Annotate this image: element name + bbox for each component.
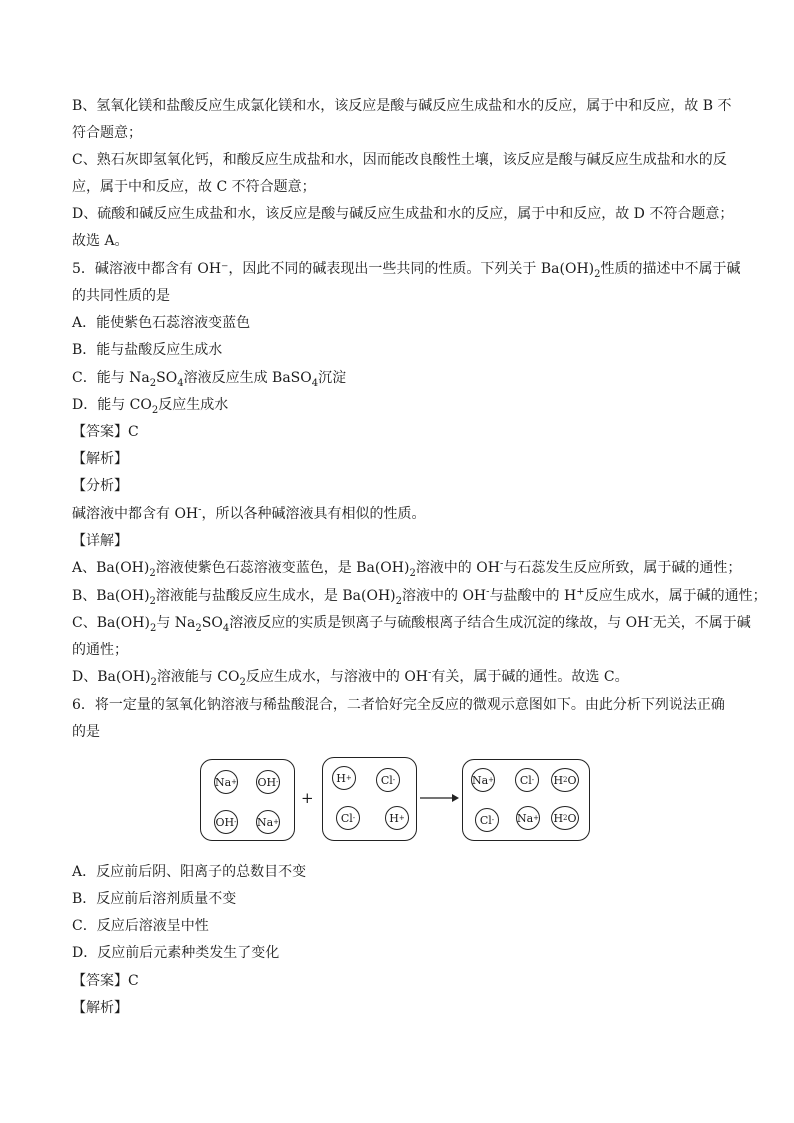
ion-circle: Cl - <box>515 768 539 792</box>
detail-b: B、$Ba(OH)_2$溶液能与盐酸反应生成水，是 $Ba(OH)_2$溶液中的 OH-与盐酸中的 H+反应生成水，属于碱的通性； <box>72 586 767 607</box>
text-line: D、硫酸和碱反应生成盐和水，该反应是酸与碱反应生成盐和水的反应，属于中和反应，故 D 不符合题意； <box>72 206 734 222</box>
text-line: B、氢氧化镁和盐酸反应生成氯化镁和水，该反应是酸与碱反应生成盐和水的反应，属于中和反应，故 B 不 <box>72 98 732 114</box>
naoh-solution-box <box>200 759 295 841</box>
water-molecule-circle: H 2 O <box>551 806 579 830</box>
ion-circle: Na + <box>516 806 540 830</box>
detail-c-cont: 的通性； <box>72 642 128 658</box>
question-5-stem: 5．碱溶液中都含有 OH⁻，因此不同的碱表现出一些共同的性质。下列关于 $Ba(OH)_2$性质的描述中不属于碱 <box>72 261 741 280</box>
fenxi-label: 【分析】 <box>72 478 128 494</box>
q6-option-c: C．反应后溶液呈中性 <box>72 918 209 934</box>
question-6-stem-cont: 的是 <box>72 724 100 740</box>
q6-option-b: B．反应前后溶剂质量不变 <box>72 891 237 907</box>
detail-c: C、$Ba(OH)_2$与 $Na_2SO_4$溶液反应的实质是钡离子与硫酸根离子结合生成沉淀的缘故，与 OH-无关，不属于碱 <box>72 613 751 634</box>
option-a: A．能使紫色石蕊溶液变蓝色 <box>72 315 251 331</box>
q6-option-d: D．反应前后元素种类发生了变化 <box>72 945 280 961</box>
ion-circle: OH - <box>256 770 280 794</box>
text-line: 故选 A。 <box>72 233 129 249</box>
question-6-stem: 6．将一定量的氢氧化钠溶液与稀盐酸混合，二者恰好完全反应的微观示意图如下。由此分析下列说法正确 <box>72 697 725 713</box>
hcl-solution-box <box>322 757 417 841</box>
ion-circle: OH - <box>214 810 238 834</box>
ion-circle: H + <box>332 766 356 790</box>
reaction-arrow-icon <box>418 791 460 805</box>
answer-label: 【答案】C <box>72 424 139 440</box>
ion-circle: Na + <box>214 770 238 794</box>
question-5-stem-cont: 的共同性质的是 <box>72 288 170 304</box>
ion-circle: Cl - <box>376 768 400 792</box>
q6-option-a: A．反应前后阴、阳离子的总数目不变 <box>72 864 307 880</box>
fenxi-text: 碱溶液中都含有 OH-，所以各种碱溶液具有相似的性质。 <box>72 504 426 522</box>
analysis-label: 【解析】 <box>72 451 128 467</box>
option-b: B．能与盐酸反应生成水 <box>72 342 223 358</box>
ion-circle: Na + <box>256 810 280 834</box>
detail-label: 【详解】 <box>72 533 128 549</box>
answer-label: 【答案】C <box>72 973 139 989</box>
product-solution-box <box>462 759 590 841</box>
text-line: 应，属于中和反应，故 C 不符合题意； <box>72 179 316 195</box>
detail-a: A、$Ba(OH)_2$溶液使紫色石蕊溶液变蓝色，是 $Ba(OH)_2$溶液中的 OH-与石蕊发生反应所致，属于碱的通性； <box>72 558 742 579</box>
ion-circle: Cl - <box>336 806 360 830</box>
ion-circle: Na + <box>471 768 495 792</box>
text-line: 符合题意； <box>72 125 142 141</box>
analysis-label: 【解析】 <box>72 1000 128 1016</box>
ion-circle: H + <box>385 806 409 830</box>
detail-d: D、$Ba(OH)_2$溶液能与 $CO_2$反应生成水，与溶液中的 OH-有关，属于碱的通性。故选 C。 <box>72 667 629 688</box>
reaction-micro-diagram <box>200 757 590 843</box>
option-d: D．能与 $CO_2$反应生成水 <box>72 397 229 416</box>
option-c: C．能与 $Na_2SO_4$溶液反应生成 BaSO$_4$沉淀 <box>72 370 347 389</box>
plus-sign: + <box>301 789 314 807</box>
ion-circle: Cl - <box>475 808 499 832</box>
water-molecule-circle: H 2 O <box>551 768 579 792</box>
text-line: C、熟石灰即氢氧化钙，和酸反应生成盐和水，因而能改良酸性土壤，该反应是酸与碱反应生成盐和水的反 <box>72 152 727 168</box>
